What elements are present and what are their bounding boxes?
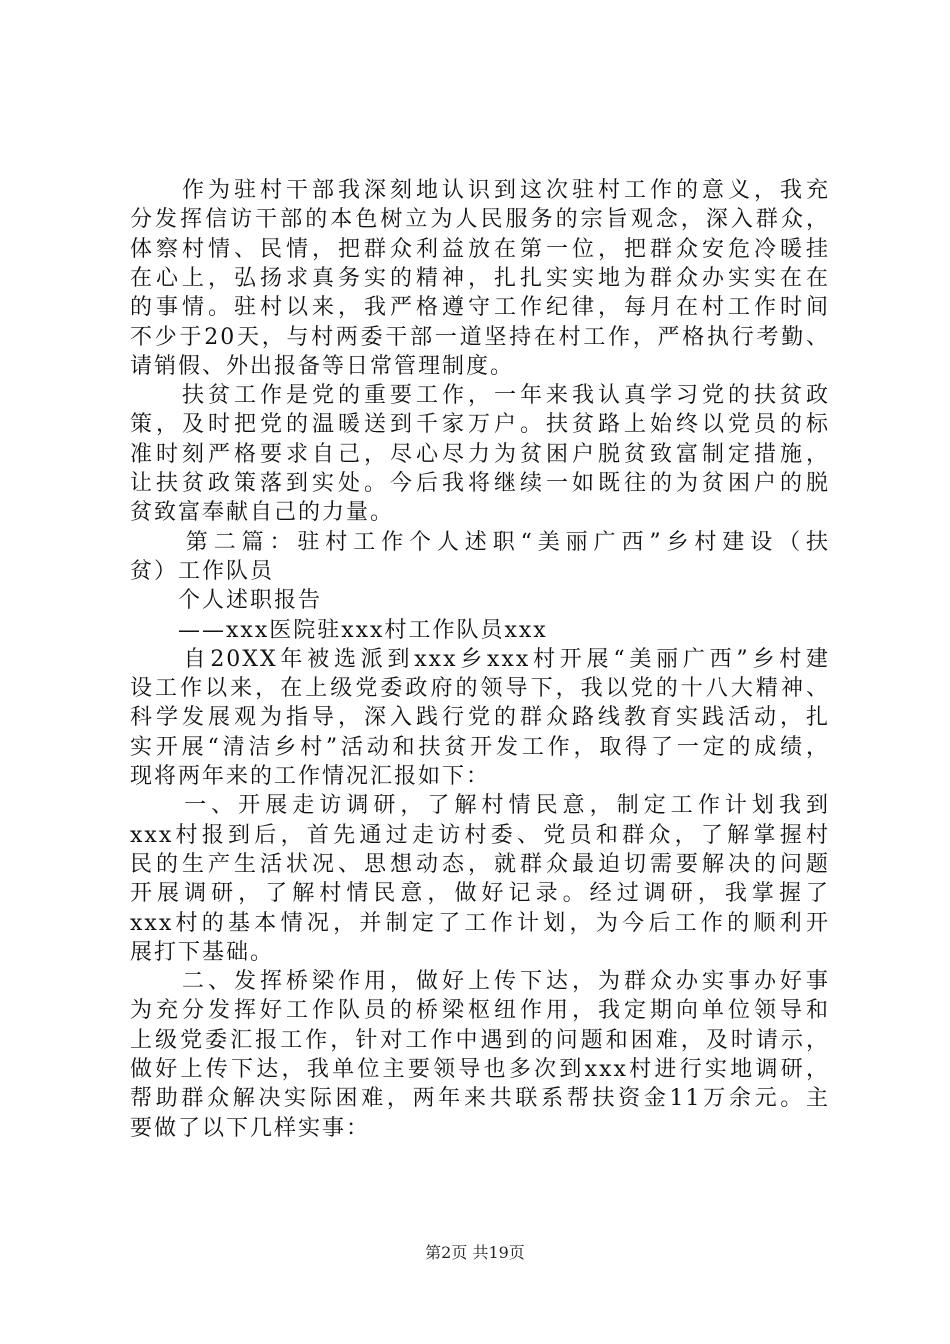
text-line: 帮助群众解决实际困难，两年来共联系帮扶资金11万余元。主 [130,1086,830,1111]
text-line: 民的生产生活状况、思想动态，就群众最迫切需要解决的问题 [130,852,830,877]
page-footer: 第2页 共19页 [425,1243,525,1262]
text-line: 扶贫工作是党的重要工作，一年来我认真学习党的扶贫政 [130,383,830,408]
text-line: 开展调研，了解村情民意，做好记录。经过调研，我掌握了 [130,881,830,906]
text-line: 第二篇：驻村工作个人述职“美丽广西”乡村建设（扶 [130,530,830,555]
text-line: 科学发展观为指导，深入践行党的群众路线教育实践活动，扎 [130,705,830,730]
text-line: 让扶贫政策落到实处。今后我将继续一如既往的为贫困户的脱 [130,471,830,496]
text-line: 为充分发挥好工作队员的桥梁枢纽作用，我定期向单位领导和 [130,998,830,1023]
text-line: 设工作以来，在上级党委政府的领导下，我以党的十八大精神、 [130,676,830,701]
text-line: 贫）工作队员 [130,559,275,584]
text-line: 上级党委汇报工作，针对工作中遇到的问题和困难，及时请示， [130,1028,830,1053]
text-line: 二、发挥桥梁作用，做好上传下达，为群众办实事办好事 [130,969,830,994]
text-line: 准时刻严格要求自己，尽心尽力为贫困户脱贫致富制定措施， [130,442,830,467]
text-line: 体察村情、民情，把群众利益放在第一位，把群众安危冷暖挂 [130,237,830,262]
text-line: 要做了以下几样实事： [130,1116,371,1141]
text-line: 一、开展走访调研，了解村情民意，制定工作计划我到 [130,793,830,818]
text-line: 实开展“清洁乡村”活动和扶贫开发工作，取得了一定的成绩， [130,735,830,760]
text-line: 展打下基础。 [130,940,275,965]
text-line: ——xxx医院驻xxx村工作队员xxx [130,618,548,643]
text-line: 请销假、外出报备等日常管理制度。 [130,354,515,379]
text-line: 策，及时把党的温暖送到千家万户。扶贫路上始终以党员的标 [130,412,830,437]
text-line: xxx村报到后，首先通过走访村委、党员和群众，了解掌握村 [130,823,830,848]
text-line: 的事情。驻村以来，我严格遵守工作纪律，每月在村工作时间 [130,295,830,320]
text-line: 贫致富奉献自己的力量。 [130,500,395,525]
text-line: 个人述职报告 [130,588,323,613]
text-line: 在心上，弘扬求真务实的精神，扎扎实实地为群众办实实在在 [130,266,830,291]
text-line: 现将两年来的工作情况汇报如下： [130,764,491,789]
text-line: 作为驻村干部我深刻地认识到这次驻村工作的意义，我充 [130,178,830,203]
text-line: xxx村的基本情况，并制定了工作计划，为今后工作的顺利开 [130,911,830,936]
text-line: 自20XX年被选派到xxx乡xxx村开展“美丽广西”乡村建 [130,647,830,672]
text-line: 分发挥信访干部的本色树立为人民服务的宗旨观念，深入群众， [130,207,830,232]
text-line: 做好上传下达，我单位主要领导也多次到xxx村进行实地调研， [130,1057,830,1082]
text-line: 不少于20天，与村两委干部一道坚持在村工作，严格执行考勤、 [130,325,830,350]
